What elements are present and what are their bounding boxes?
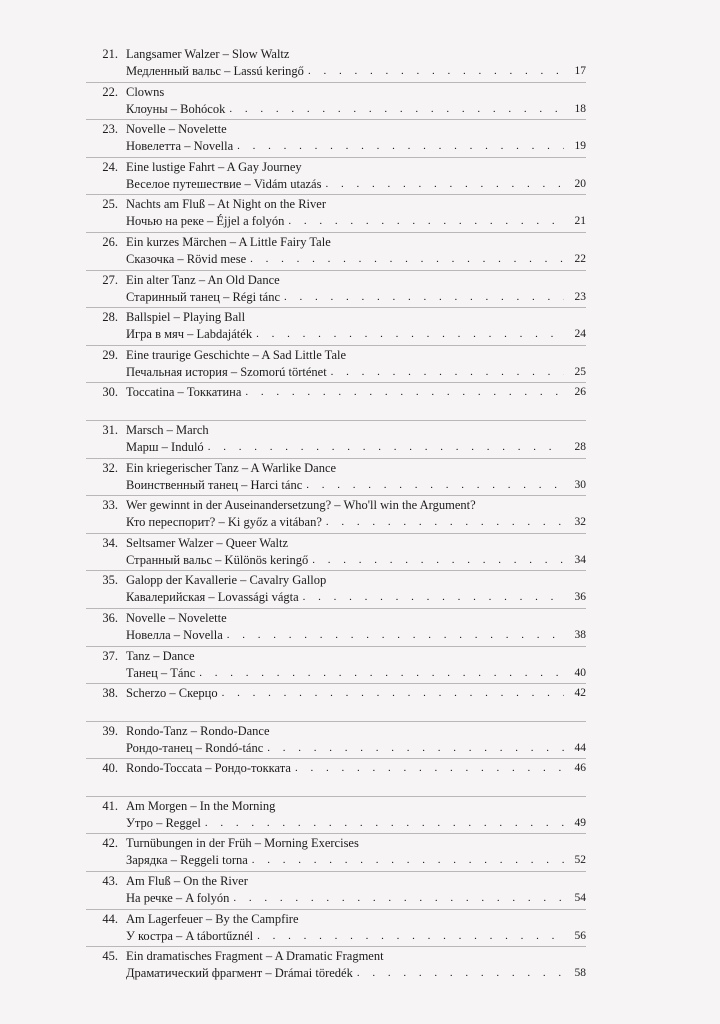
- entry-title-secondary-row: [126, 965, 586, 982]
- toc-entry: [86, 346, 586, 384]
- page-number: 32: [574, 516, 586, 529]
- entry-number: 26.: [102, 234, 118, 249]
- toc-entry: [86, 571, 586, 609]
- entry-title-primary: Ein kriegerischer Tanz – A Warlike Dance: [126, 460, 337, 475]
- entry-number: 30.: [102, 385, 118, 400]
- entry-title-secondary-row: [126, 439, 586, 456]
- entry-title-secondary: Scherzo – Скерцо: [126, 686, 218, 701]
- entry-body: [126, 797, 586, 834]
- entry-title-secondary: Новелла – Novella: [126, 627, 223, 642]
- toc-entry: [86, 647, 586, 685]
- entry-title-secondary-row: [126, 890, 586, 907]
- dot-leader: [252, 326, 564, 343]
- page-number: 19: [574, 140, 586, 153]
- page-number: 36: [574, 591, 586, 604]
- entry-number: 21.: [102, 47, 118, 61]
- page-number: 40: [574, 666, 586, 679]
- page-number: 22: [574, 252, 586, 265]
- entry-title-primary: Galopp der Kavallerie – Cavalry Gallop: [126, 573, 327, 588]
- page-number: 46: [574, 762, 586, 775]
- entry-number: 25.: [102, 197, 118, 212]
- dot-leader: [327, 364, 564, 381]
- entry-title-primary: Novelle – Novelette: [126, 610, 227, 625]
- toc-entry: [86, 271, 586, 309]
- entry-title-secondary-row: [126, 552, 586, 569]
- entry-title-secondary: Новелетта – Novella: [126, 139, 234, 154]
- entry-body: [126, 759, 586, 796]
- dot-leader: [204, 439, 564, 456]
- dot-leader: [253, 928, 564, 945]
- toc-entry: [86, 947, 586, 984]
- entry-body: [126, 346, 586, 383]
- page-number: 25: [574, 365, 586, 378]
- page-number: 18: [574, 102, 586, 115]
- entry-title-secondary-row: [126, 684, 586, 702]
- entry-body: [126, 158, 586, 195]
- entry-title-secondary-row: [126, 852, 586, 869]
- entry-number: 31.: [102, 422, 118, 437]
- entry-number: 27.: [102, 272, 118, 287]
- dot-leader: [299, 589, 564, 606]
- page-number: 42: [574, 687, 586, 700]
- dot-leader: [248, 852, 564, 869]
- page-number: 56: [574, 929, 586, 942]
- entry-title-primary: Turnübungen in der Früh – Morning Exercises: [126, 836, 359, 851]
- entry-body: [126, 45, 586, 82]
- toc-entry: [86, 459, 586, 497]
- entry-title-secondary: Кто переспорит? – Ki győz a vitában?: [126, 515, 322, 530]
- page-number: 44: [574, 741, 586, 754]
- entry-body: [126, 647, 586, 684]
- entry-title-secondary-row: [126, 589, 586, 606]
- entry-body: [126, 233, 586, 270]
- entry-number: 29.: [102, 347, 118, 362]
- entry-title-secondary-row: [126, 138, 586, 155]
- entry-number: 38.: [102, 686, 118, 701]
- dot-leader: [284, 213, 564, 230]
- dot-leader: [321, 176, 564, 193]
- entry-title-secondary: Странный вальс – Különös keringő: [126, 552, 309, 567]
- entry-title-secondary: Драматический фрагмент – Drámai töredék: [126, 966, 353, 981]
- page-number: 24: [574, 328, 586, 341]
- entry-title-secondary: Сказочка – Rövid mese: [126, 251, 247, 266]
- entry-title-secondary-row: [126, 759, 586, 777]
- entry-number: 34.: [102, 535, 118, 550]
- entry-body: [126, 609, 586, 646]
- entry-body: [126, 872, 586, 909]
- entry-title-secondary-row: [126, 665, 586, 682]
- entry-number: 37.: [102, 648, 118, 663]
- entry-title-secondary-row: [126, 251, 586, 268]
- entry-title-secondary-row: [126, 364, 586, 381]
- dot-leader: [308, 552, 564, 569]
- page-number: 23: [574, 290, 586, 303]
- entry-body: [126, 496, 586, 533]
- entry-body: [126, 383, 586, 420]
- entry-number: 40.: [102, 761, 118, 776]
- entry-title-primary: Marsch – March: [126, 422, 209, 437]
- toc-entry: [86, 759, 586, 797]
- entry-body: [126, 910, 586, 947]
- entry-title-secondary-row: [126, 383, 586, 401]
- entry-title-secondary: Ночью на реке – Éjjel a folyón: [126, 214, 285, 229]
- page-number: 58: [574, 967, 586, 980]
- toc-entry: [86, 421, 586, 459]
- entry-title-secondary-row: [126, 514, 586, 531]
- entry-number: 45.: [102, 949, 118, 964]
- entry-number: 24.: [102, 159, 118, 174]
- toc-entry: [86, 195, 586, 233]
- page-number: 28: [574, 440, 586, 453]
- toc-entry: [86, 383, 586, 421]
- entry-body: [126, 195, 586, 232]
- entry-title-primary: Eine lustige Fahrt – A Gay Journey: [126, 159, 302, 174]
- page-number: 54: [574, 892, 586, 905]
- toc-entry: [86, 910, 586, 948]
- dot-leader: [322, 514, 564, 531]
- entry-title-primary: Am Morgen – In the Morning: [126, 798, 276, 813]
- dot-leader: [304, 63, 564, 80]
- entry-title-secondary-row: [126, 289, 586, 306]
- entry-title-primary: Novelle – Novelette: [126, 122, 227, 137]
- entry-title-secondary-row: [126, 101, 586, 118]
- entry-number: 23.: [102, 122, 118, 137]
- entry-title-primary: Rondo-Tanz – Rondo-Dance: [126, 723, 270, 738]
- toc-entry: [86, 233, 586, 271]
- dot-leader: [201, 815, 564, 832]
- entry-number: 41.: [102, 798, 118, 813]
- entry-title-secondary: Toccatina – Токкатина: [126, 385, 242, 400]
- dot-leader: [229, 890, 564, 907]
- dot-leader: [246, 251, 564, 268]
- entry-title-primary: Am Lagerfeuer – By the Campfire: [126, 911, 299, 926]
- entry-title-secondary: Игра в мяч – Labdajáték: [126, 327, 253, 342]
- entry-body: [126, 947, 586, 984]
- entry-number: 36.: [102, 610, 118, 625]
- table-of-contents: [86, 45, 586, 984]
- entry-title-secondary-row: [126, 176, 586, 193]
- entry-title-primary: Seltsamer Walzer – Queer Waltz: [126, 535, 289, 550]
- entry-title-primary: Langsamer Walzer – Slow Waltz: [126, 47, 290, 61]
- entry-number: 32.: [102, 460, 118, 475]
- page-number: 30: [574, 478, 586, 491]
- toc-entry: [86, 722, 586, 760]
- toc-entry: [86, 834, 586, 872]
- page-number: 21: [574, 215, 586, 228]
- entry-title-primary: Am Fluß – On the River: [126, 874, 248, 889]
- toc-entry: [86, 684, 586, 722]
- entry-title-secondary-row: [126, 63, 586, 80]
- entry-body: [126, 722, 586, 759]
- page-number: 52: [574, 854, 586, 867]
- dot-leader: [353, 965, 564, 982]
- entry-title-secondary: Зарядка – Reggeli torna: [126, 853, 248, 868]
- dot-leader: [223, 627, 564, 644]
- toc-entry: [86, 496, 586, 534]
- entry-title-secondary: Печальная история – Szomorú történet: [126, 364, 327, 379]
- entry-title-secondary: Кавалерийская – Lovassági vágta: [126, 590, 299, 605]
- page-number: 49: [574, 816, 586, 829]
- page-number: 26: [574, 386, 586, 399]
- toc-entry: [86, 83, 586, 121]
- toc-entry: [86, 872, 586, 910]
- toc-entry: [86, 797, 586, 835]
- entry-title-secondary: Старинный танец – Régi tánc: [126, 289, 281, 304]
- page-number: 38: [574, 628, 586, 641]
- entry-title-secondary: Веселое путешествие – Vidám utazás: [126, 176, 322, 191]
- entry-title-primary: Wer gewinnt in der Auseinandersetzung? – Who'll win the Argument?: [126, 498, 476, 513]
- entry-title-secondary: Танец – Tánc: [126, 665, 196, 680]
- entry-title-primary: Ein alter Tanz – An Old Dance: [126, 272, 280, 287]
- entry-title-secondary: Воинственный танец – Harci tánc: [126, 477, 303, 492]
- entry-body: [126, 834, 586, 871]
- entry-number: 42.: [102, 836, 118, 851]
- entry-title-secondary: Клоуны – Bohócok: [126, 101, 226, 116]
- toc-entry: [86, 534, 586, 572]
- entry-body: [126, 83, 586, 120]
- entry-body: [126, 459, 586, 496]
- page-number: 17: [574, 65, 586, 77]
- toc-entry: [86, 120, 586, 158]
- toc-entry: [86, 158, 586, 196]
- entry-title-primary: Ballspiel – Playing Ball: [126, 310, 246, 325]
- entry-title-secondary-row: [126, 740, 586, 757]
- entry-title-secondary: Медленный вальс – Lassú keringő: [126, 64, 304, 78]
- entry-title-primary: Tanz – Dance: [126, 648, 195, 663]
- entry-title-primary: Eine traurige Geschichte – A Sad Little Tale: [126, 347, 347, 362]
- entry-number: 33.: [102, 498, 118, 513]
- entry-title-secondary-row: [126, 213, 586, 230]
- entry-number: 22.: [102, 84, 118, 99]
- dot-leader: [195, 665, 564, 682]
- dot-leader: [263, 740, 564, 757]
- dot-leader: [291, 760, 564, 777]
- entry-number: 35.: [102, 573, 118, 588]
- entry-body: [126, 120, 586, 157]
- entry-body: [126, 271, 586, 308]
- entry-body: [126, 684, 586, 721]
- entry-title-primary: Ein dramatisches Fragment – A Dramatic Fragment: [126, 949, 384, 964]
- page-number: 34: [574, 553, 586, 566]
- entry-title-primary: Clowns: [126, 84, 165, 99]
- entry-body: [126, 534, 586, 571]
- dot-leader: [233, 138, 564, 155]
- entry-title-secondary: У костра – A tábortűznél: [126, 928, 254, 943]
- entry-title-secondary: Утро – Reggel: [126, 815, 201, 830]
- dot-leader: [225, 101, 564, 118]
- entry-title-secondary-row: [126, 477, 586, 494]
- entry-title-secondary-row: [126, 326, 586, 343]
- entry-title-secondary: На речке – A folyón: [126, 891, 230, 906]
- entry-body: [126, 308, 586, 345]
- toc-entry: [86, 308, 586, 346]
- entry-title-primary: Ein kurzes Märchen – A Little Fairy Tale: [126, 234, 331, 249]
- entry-title-secondary-row: [126, 627, 586, 644]
- dot-leader: [280, 289, 564, 306]
- dot-leader: [302, 477, 564, 494]
- dot-leader: [241, 384, 564, 401]
- entry-body: [126, 421, 586, 458]
- entry-title-secondary-row: [126, 815, 586, 832]
- toc-entry: [86, 45, 586, 83]
- toc-entry: [86, 609, 586, 647]
- entry-number: 28.: [102, 310, 118, 325]
- entry-title-primary: Nachts am Fluß – At Night on the River: [126, 197, 326, 212]
- dot-leader: [218, 685, 564, 702]
- entry-number: 39.: [102, 723, 118, 738]
- entry-number: 44.: [102, 911, 118, 926]
- entry-body: [126, 571, 586, 608]
- entry-title-secondary-row: [126, 928, 586, 945]
- entry-title-secondary: Rondo-Toccata – Рондо-токката: [126, 761, 291, 776]
- entry-number: 43.: [102, 874, 118, 889]
- page-number: 20: [574, 177, 586, 190]
- entry-title-secondary: Рондо-танец – Rondó-tánc: [126, 740, 264, 755]
- entry-title-secondary: Марш – Induló: [126, 439, 204, 454]
